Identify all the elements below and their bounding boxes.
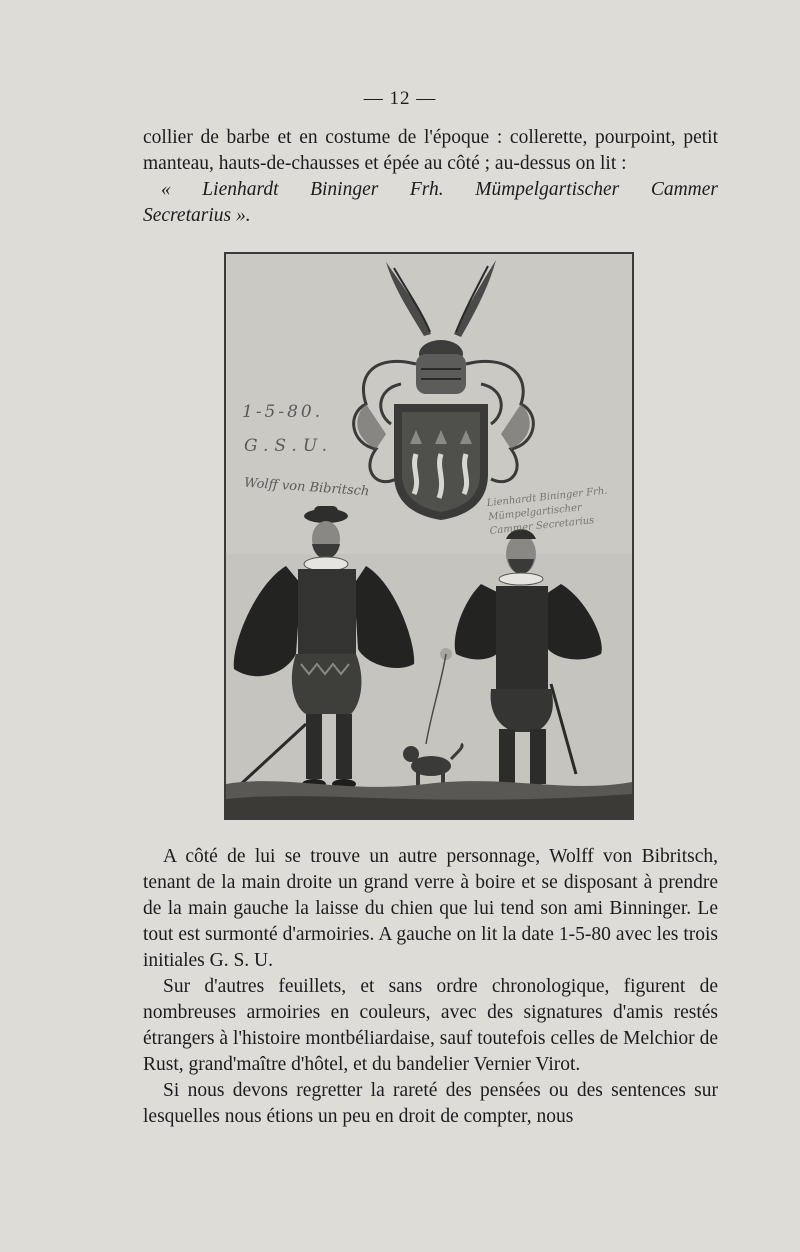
inscription-quote: « Lienhardt Bininger Frh. Mümpelgartischer Cammer xyxy=(161,179,718,200)
paragraph-armoiries: Sur d'autres feuillets, et sans ordre chronologique, figurent de nombreuses armoiries en couleurs, avec des signatures d'amis restés étrangers à l'histoire montbéliardaise, sauf toutefois celles de Melchior de Rust, grand'maître d'hôtel, et du bandelier Vernier Virot. xyxy=(143,976,718,1075)
top-text-block xyxy=(143,125,718,229)
helmet xyxy=(416,340,466,394)
illustration-drawing xyxy=(226,254,632,818)
handwritten-date: 1-5-80. xyxy=(242,402,324,422)
coat-of-arms-shield xyxy=(394,404,488,520)
page-number: — 12 — xyxy=(363,88,437,109)
paragraph-pensees: Si nous devons regretter la rareté des pensées ou des sentences sur lesquelles nous étions un peu en droit de compter, nous xyxy=(143,1080,718,1127)
bottom-text-block xyxy=(143,844,718,1130)
paragraph-wolff: A côté de lui se trouve un autre personnage, Wolff von Bibritsch, tenant de la main droite un grand verre à boire et se disposant à prendre de la main gauche la laisse du chien que lui tend son ami Binninger. Le tout est surmonté d'armoiries. A gauche on lit la date 1-5-80 avec les trois initiales G. S. U. xyxy=(143,846,718,971)
handwritten-signature-wolff: Wolff von Bibritsch xyxy=(243,475,370,500)
inscription-quote-end: Secretarius ». xyxy=(143,205,251,226)
paragraph-collier: collier de barbe et en costume de l'époque : collerette, pourpoint, petit manteau, hauts-de-chausses et épée au côté ; au-dessus on lit : xyxy=(143,127,718,174)
illustration-plate xyxy=(224,252,634,820)
handwritten-inscription-lienhardt: Lienhardt Bininger Frh. Mümpelgartischer Cammer Secretarius xyxy=(486,485,608,537)
handwritten-initials: G.S.U. xyxy=(244,436,333,456)
